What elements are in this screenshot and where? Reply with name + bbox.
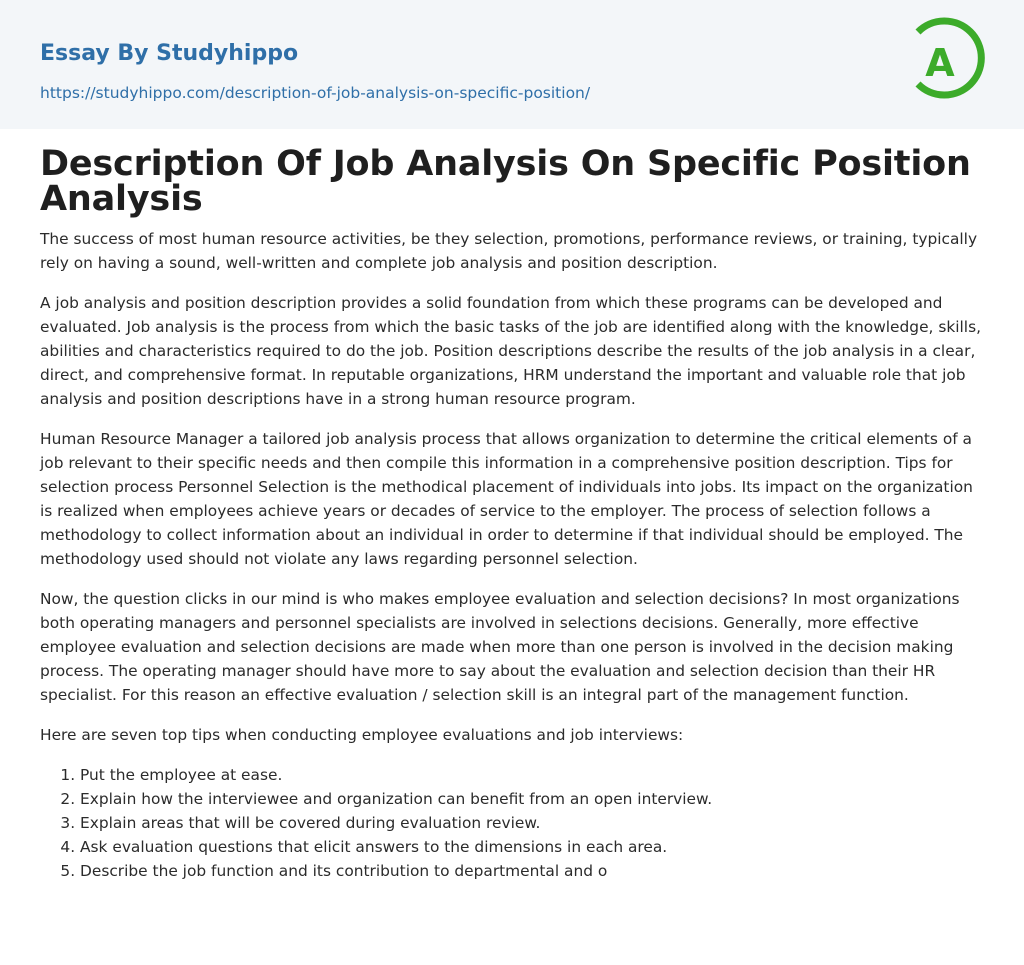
article-title: Description Of Job Analysis On Specific Position Analysis [40,144,971,219]
site-brand: Essay By Studyhippo [40,41,299,66]
tip-item-2: 2. Explain how the interviewee and organization can benefit from an open interview. [80,787,984,811]
tip-item-1: 1. Put the employee at ease. [80,763,984,787]
article-url-link[interactable]: https://studyhippo.com/description-of-job-analysis-on-specific-position/ [40,84,591,102]
paragraph-3: Human Resource Manager a tailored job analysis process that allows organization to determine the critical elements of a job relevant to their specific needs and then compile this information in a comprehensive position description. Tips for selection process Personnel Selection is the methodical placement of individuals into jobs. Its impact on the organization is realized when employees achieve years or decades of service to the employer. The process of selection follows a methodology to collect information about an individual in order to determine if that individual should be employed. The methodology used should not violate any laws regarding personnel selection. [40,430,973,568]
paragraph-5: Here are seven top tips when conducting employee evaluations and job interviews: [40,726,684,744]
logo-letter: A [925,41,955,85]
article-body [0,144,1024,883]
tips-list [40,763,984,883]
tip-item-4: 4. Ask evaluation questions that elicit answers to the dimensions in each area. [80,835,984,859]
studyhippo-logo-icon [905,16,991,106]
tip-item-3: 3. Explain areas that will be covered during evaluation review. [80,811,984,835]
paragraph-4: Now, the question clicks in our mind is who makes employee evaluation and selection decisions? In most organizations both operating managers and personnel specialists are involved in selections decisions. Generally, more effective employee evaluation and selection decisions are made when more than one person is involved in the decision making process. The operating manager should have more to say about the evaluation and selection decision than their HR specialist. For this reason an effective evaluation / selection skill is an integral part of the management function. [40,590,960,704]
tip-item-5: 5. Describe the job function and its contribution to departmental and o [80,859,984,883]
site-header [0,0,1024,129]
paragraph-1: The success of most human resource activities, be they selection, promotions, performance reviews, or training, typically rely on having a sound, well-written and complete job analysis and position description. [40,230,978,272]
paragraph-2: A job analysis and position description provides a solid foundation from which these programs can be developed and evaluated. Job analysis is the process from which the basic tasks of the job are identified along with the knowledge, skills, abilities and characteristics required to do the job. Position descriptions describe the results of the job analysis in a clear, direct, and comprehensive format. In reputable organizations, HRM understand the important and valuable role that job analysis and position descriptions have in a strong human resource program. [40,294,981,408]
